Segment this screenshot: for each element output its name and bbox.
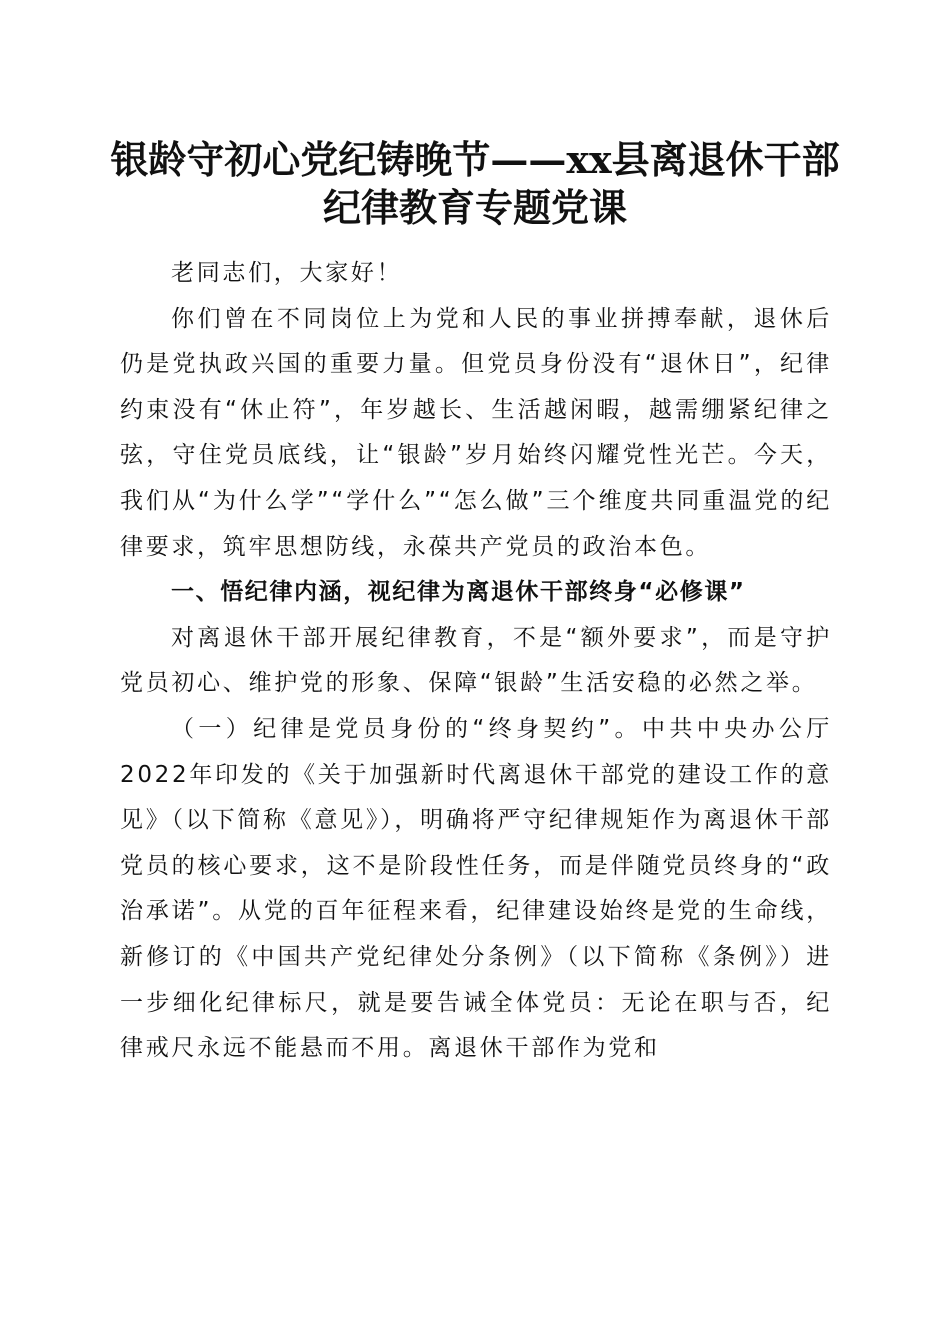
- subsection-1-paragraph: [120, 707, 832, 1072]
- subsection-1-text: 中共中央办公厅2022年印发的《关于加强新时代离退休干部党的建设工作的意见》（以下简称《意见》），明确将严守纪律规矩作为离退休干部党员的核心要求，这不是阶段性任务，而是伴随党员终身的“政治承诺”。从党的百年征程来看，纪律建设始终是党的生命线，新修订的《中国共产党纪律处分条例》（以下简称《条例》）进一步细化纪律标尺，就是要告诫全体党员：无论在职与否，纪律戒尺永远不能悬而不用。离退休干部作为党和: [120, 715, 833, 1062]
- section-1-heading: 一、悟纪律内涵，视纪律为离退休干部终身“必修课”: [171, 579, 746, 606]
- greeting-paragraph: 老同志们，大家好！: [171, 260, 403, 286]
- subsection-1-heading: （一）纪律是党员身份的“终身契约”。: [171, 715, 642, 742]
- document-title-line-1: 银龄守初心党纪铸晚节——xx县离退休干部: [110, 137, 840, 182]
- document-body: [120, 251, 832, 1072]
- document-title-line-2: 纪律教育专题党课: [322, 185, 627, 230]
- section-1-intro-paragraph: 对离退休干部开展纪律教育，不是“额外要求”，而是守护党员初心、维护党的形象、保障“银龄”生活安稳的必然之举。: [120, 624, 832, 697]
- intro-paragraph: 你们曾在不同岗位上为党和人民的事业拼搏奉献，退休后仍是党执政兴国的重要力量。但党员身份没有“退休日”，纪律约束没有“休止符”，年岁越长、生活越闲暇，越需绷紧纪律之弦，守住党员底线，让“银龄”岁月始终闪耀党性光芒。今天，我们从“为什么学”“学什么”“怎么做”三个维度共同重温党的纪律要求，筑牢思想防线，永葆共产党员的政治本色。: [120, 305, 832, 560]
